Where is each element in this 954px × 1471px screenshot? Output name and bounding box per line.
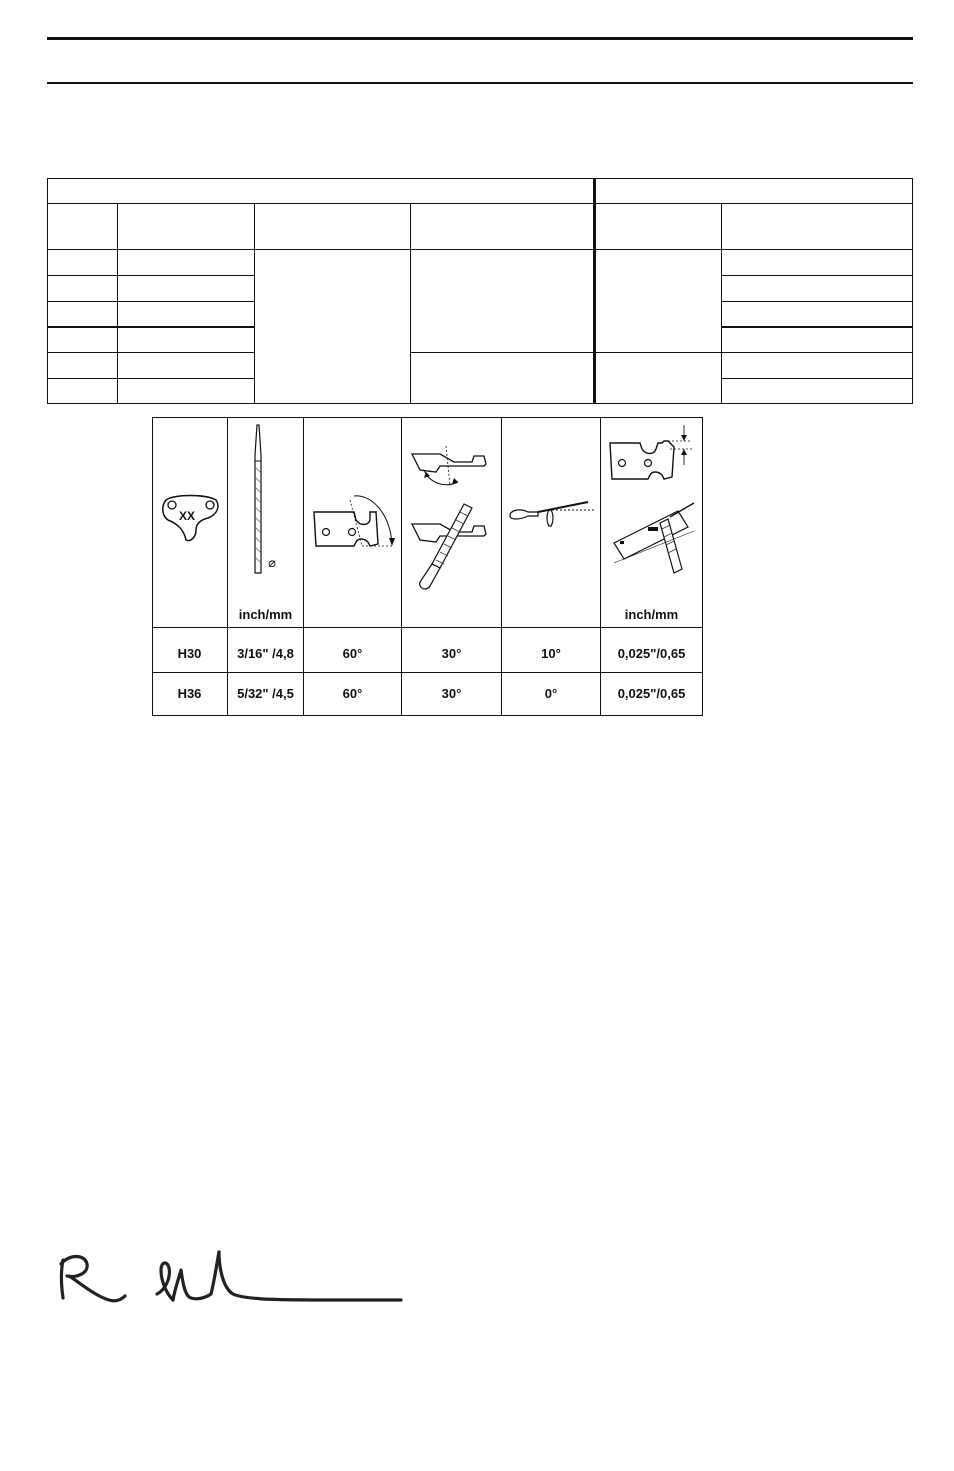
depth-gauge-unit: inch/mm xyxy=(624,607,679,622)
file-diameter-unit: inch/mm xyxy=(238,607,293,622)
filing-angle-icon xyxy=(410,442,496,592)
handwritten-signature xyxy=(55,1248,405,1308)
file-diameter-h30: 3/16" /4,8 xyxy=(237,646,294,661)
cutting-angle-icon xyxy=(508,492,598,532)
cutting-angle-h36: 0° xyxy=(544,686,558,701)
filing-angle-h36: 30° xyxy=(441,686,462,701)
depth-gauge-icon xyxy=(608,423,698,573)
bar-chain-combination-grid xyxy=(47,178,913,404)
top-plate-angle-h36: 60° xyxy=(342,686,363,701)
top-plate-angle-icon xyxy=(312,492,396,554)
file-diameter-symbol: ⌀ xyxy=(268,555,276,570)
header-rule-top xyxy=(47,37,913,40)
top-plate-angle-h30: 60° xyxy=(342,646,363,661)
header-rule-bottom xyxy=(47,82,913,84)
chain-type-h36: H36 xyxy=(177,686,202,701)
sharpening-data-table xyxy=(152,417,703,716)
filing-angle-h30: 30° xyxy=(441,646,462,661)
cutter-marking-text: XX xyxy=(178,509,195,523)
file-diameter-h36: 5/32" /4,5 xyxy=(237,686,294,701)
cutting-angle-h30: 10° xyxy=(541,646,561,661)
cutter-marking-icon xyxy=(160,492,220,562)
depth-gauge-h30: 0,025"/0,65 xyxy=(617,646,686,661)
depth-gauge-h36: 0,025"/0,65 xyxy=(617,686,686,701)
chain-type-h30: H30 xyxy=(177,646,202,661)
